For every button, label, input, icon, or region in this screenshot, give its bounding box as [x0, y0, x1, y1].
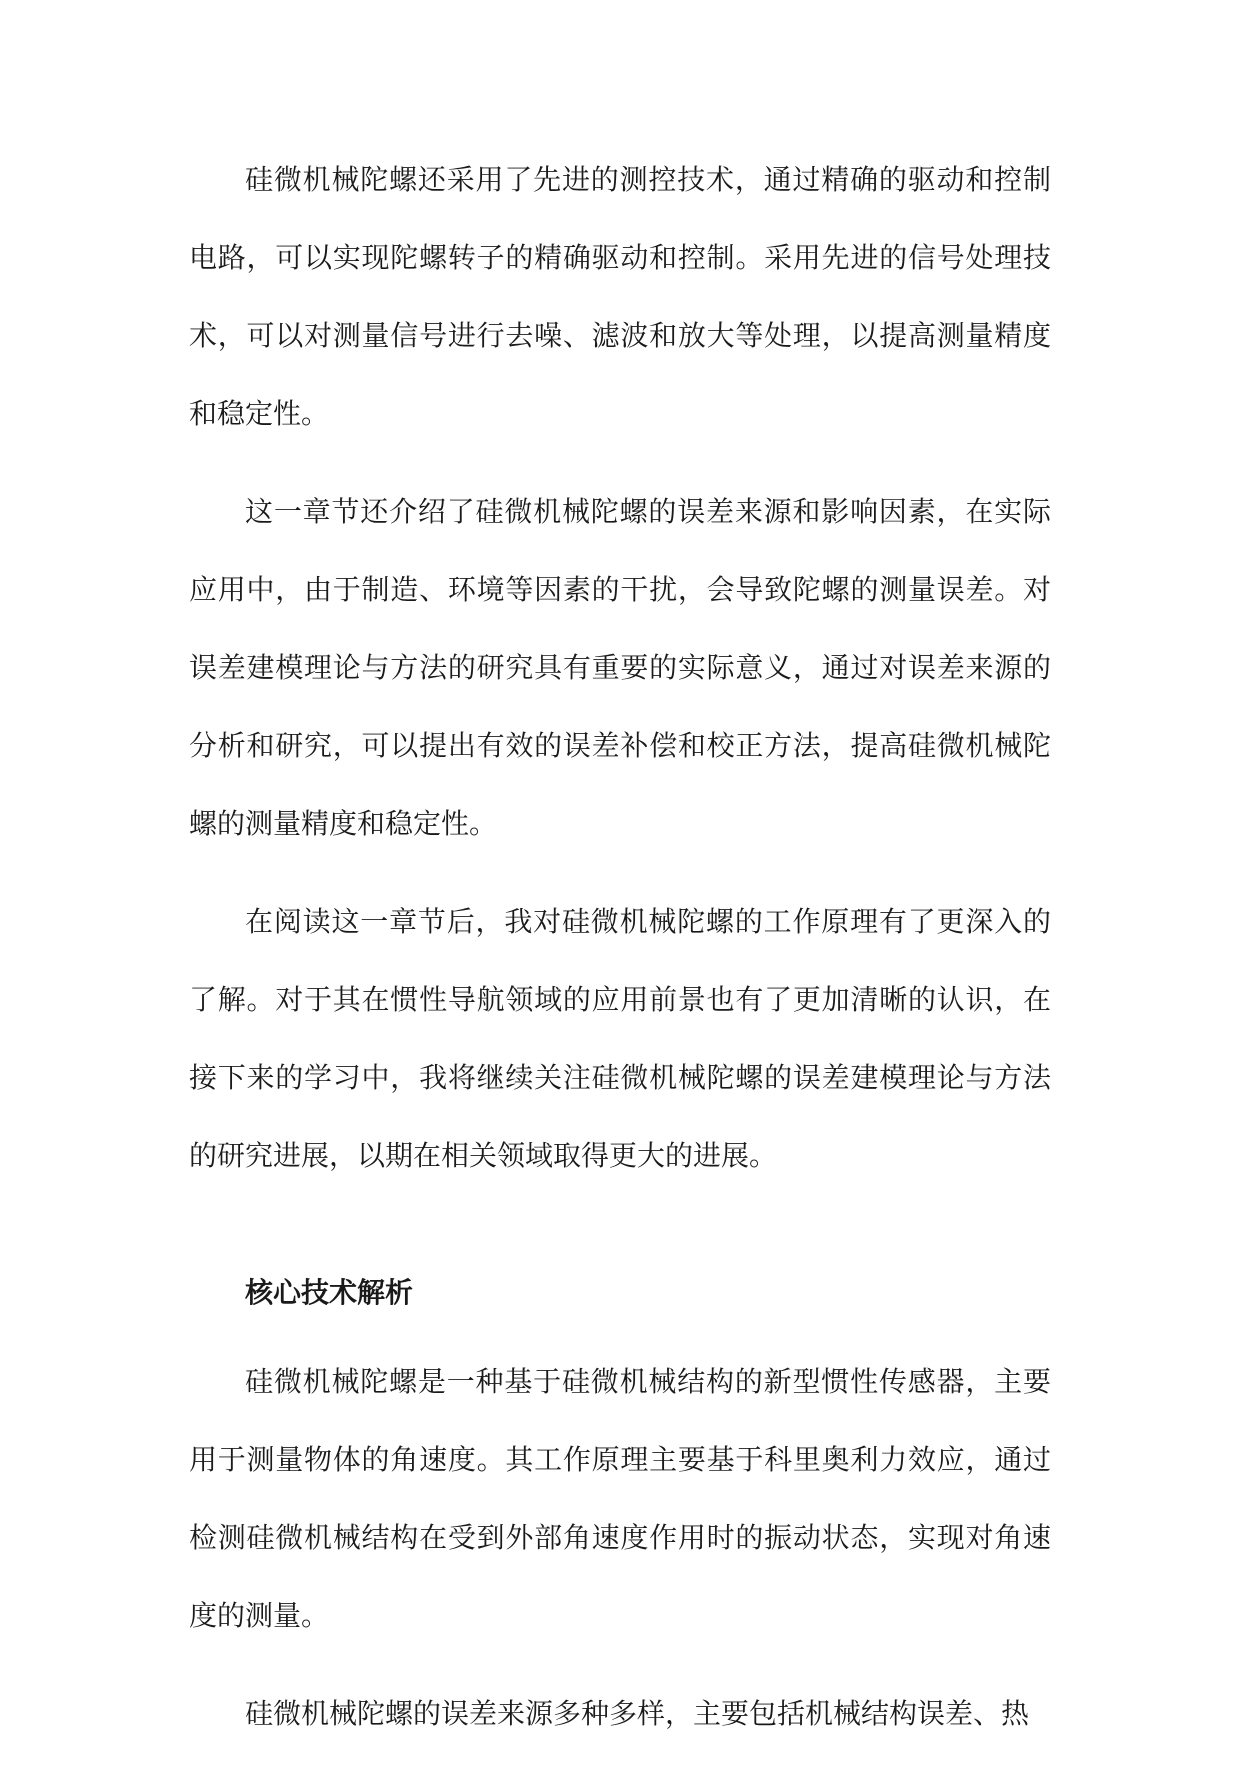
- paragraph-working-principle: 硅微机械陀螺是一种基于硅微机械结构的新型惯性传感器，主要用于测量物体的角速度。其工作原理主要基于科里奥利力效应，通过检测硅微机械结构在受到外部角速度作用时的振动状态，实现对角速度的测量。: [189, 1365, 1051, 1632]
- section-heading: 核心技术解析: [245, 1276, 414, 1309]
- document-body: [189, 141, 1051, 1773]
- paragraph-error-types: 硅微机械陀螺的误差来源多种多样，主要包括机械结构误差、热: [245, 1697, 1030, 1730]
- paragraph-reading-reflection: 在阅读这一章节后，我对硅微机械陀螺的工作原理有了更深入的了解。对于其在惯性导航领域的应用前景也有了更加清晰的认识，在接下来的学习中，我将继续关注硅微机械陀螺的误差建模理论与方法的研究进展，以期在相关领域取得更大的进展。: [189, 905, 1051, 1172]
- paragraph-error-sources: 这一章节还介绍了硅微机械陀螺的误差来源和影响因素，在实际应用中，由于制造、环境等因素的干扰，会导致陀螺的测量误差。对误差建模理论与方法的研究具有重要的实际意义，通过对误差来源的分析和研究，可以提出有效的误差补偿和校正方法，提高硅微机械陀螺的测量精度和稳定性。: [189, 495, 1051, 840]
- paragraph-measurement-control: 硅微机械陀螺还采用了先进的测控技术，通过精确的驱动和控制电路，可以实现陀螺转子的精确驱动和控制。采用先进的信号处理技术，可以对测量信号进行去噪、滤波和放大等处理，以提高测量精度和稳定性。: [189, 163, 1051, 430]
